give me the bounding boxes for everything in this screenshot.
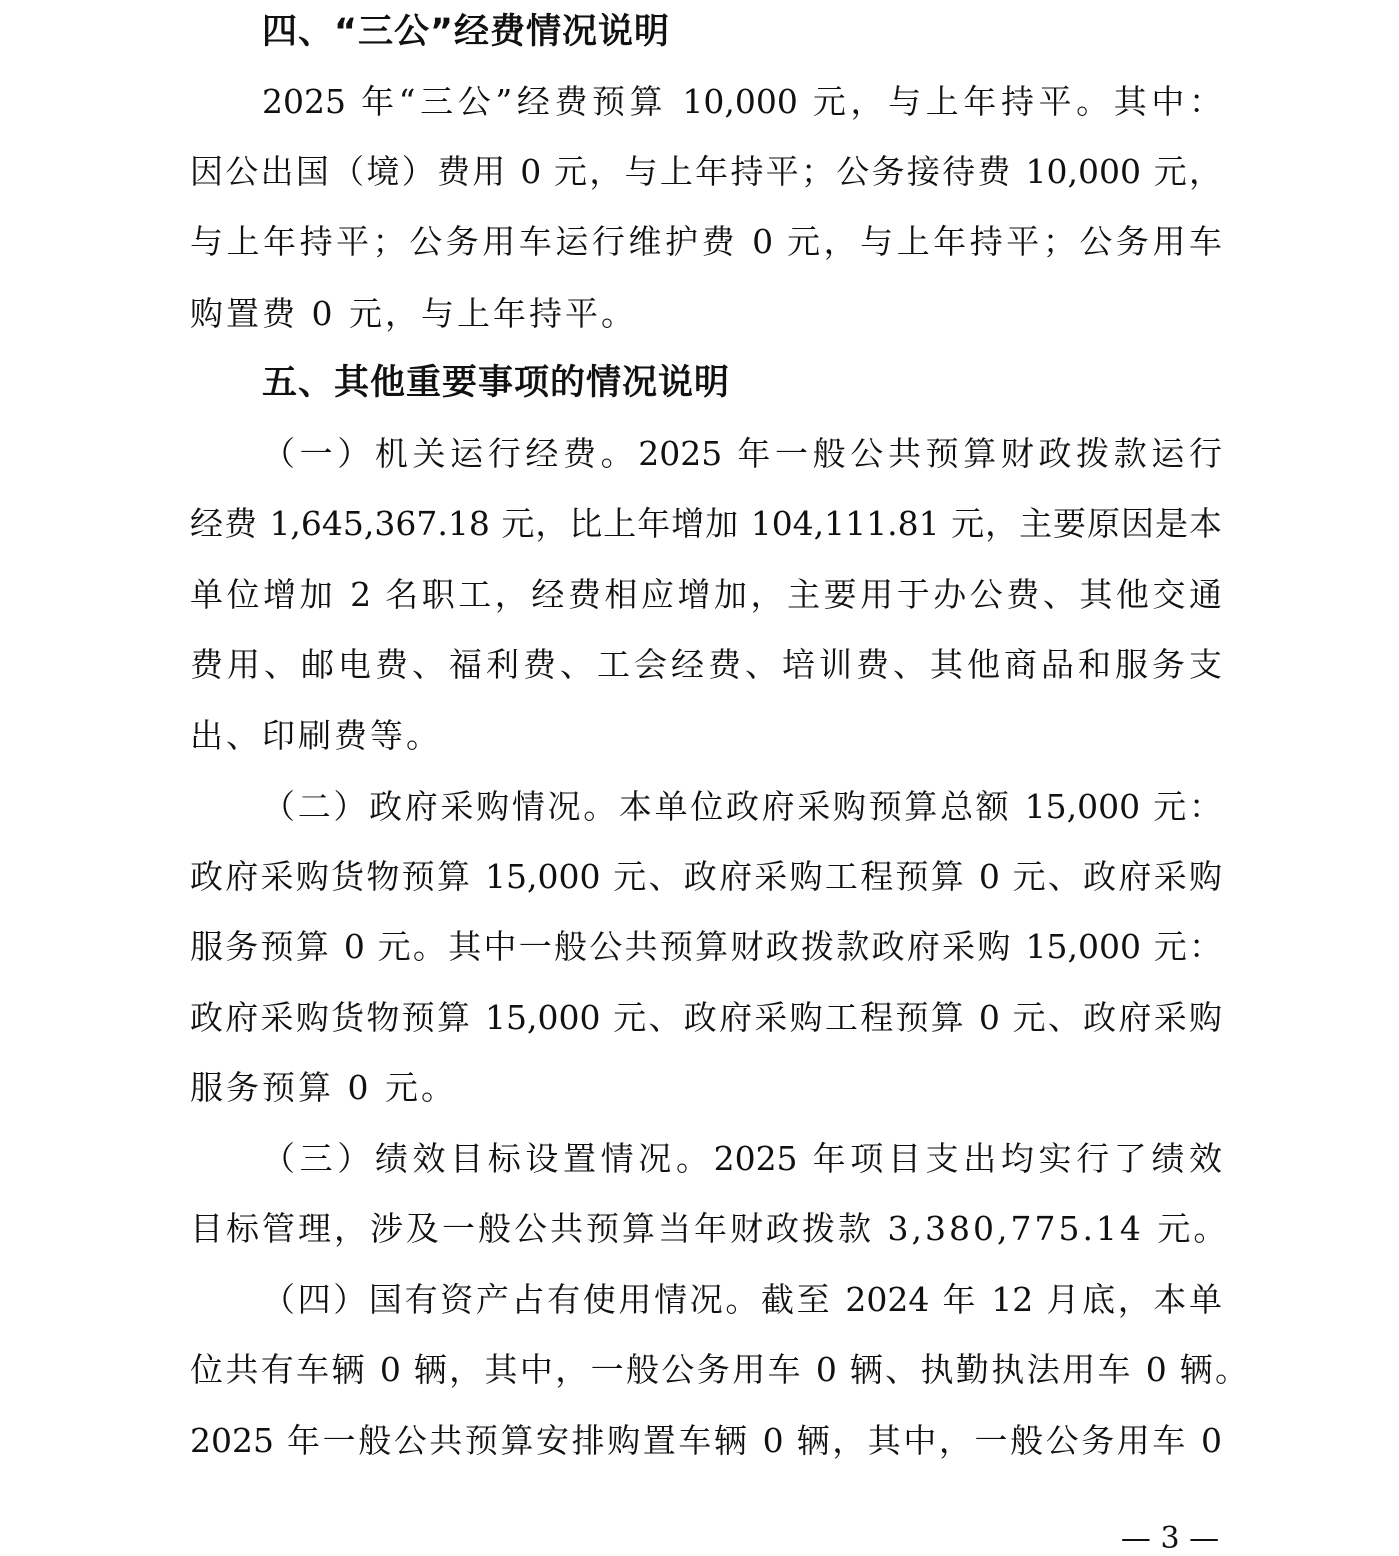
item-1-line-3: 单位增加 2 名职工，经费相应增加，主要用于办公费、其他交通 <box>190 575 1222 614</box>
section-4-line-3: 与上年持平；公务用车运行维护费 0 元，与上年持平；公务用车 <box>190 222 1222 261</box>
item-2-line-3: 服务预算 0 元。其中一般公共预算财政拨款政府采购 15,000 元： <box>190 927 1222 966</box>
item-1-line-1: （一）机关运行经费。2025 年一般公共预算财政拨款运行 <box>262 434 1222 473</box>
item-1-line-2: 经费 1,645,367.18 元，比上年增加 104,111.81 元，主要原因是本 <box>190 504 1222 543</box>
page-number: — 3 — <box>1120 1521 1220 1556</box>
item-2-line-2: 政府采购货物预算 15,000 元、政府采购工程预算 0 元、政府采购 <box>190 857 1222 896</box>
item-1-line-5: 出、印刷费等。 <box>190 716 442 755</box>
item-4-line-2: 位共有车辆 0 辆，其中，一般公务用车 0 辆、执勤执法用车 0 辆。 <box>190 1350 1248 1389</box>
section-4-line-2: 因公出国（境）费用 0 元，与上年持平；公务接待费 10,000 元， <box>190 152 1222 191</box>
item-3-line-2: 目标管理，涉及一般公共预算当年财政拨款 3,380,775.14 元。 <box>190 1209 1230 1248</box>
section-4-line-4: 购置费 0 元，与上年持平。 <box>190 294 637 333</box>
item-2-line-5: 服务预算 0 元。 <box>190 1068 457 1107</box>
section-4-line-1: 2025 年“三公”经费预算 10,000 元，与上年持平。其中： <box>262 82 1222 121</box>
item-2-line-1: （二）政府采购情况。本单位政府采购预算总额 15,000 元： <box>262 787 1222 826</box>
item-4-line-1: （四）国有资产占有使用情况。截至 2024 年 12 月底，本单 <box>262 1280 1222 1319</box>
item-4-line-3: 2025 年一般公共预算安排购置车辆 0 辆，其中，一般公务用车 0 <box>190 1421 1222 1460</box>
section-4-heading: 四、“三公”经费情况说明 <box>262 12 671 52</box>
item-2-line-4: 政府采购货物预算 15,000 元、政府采购工程预算 0 元、政府采购 <box>190 998 1222 1037</box>
section-5-heading: 五、其他重要事项的情况说明 <box>262 363 731 403</box>
item-3-line-1: （三）绩效目标设置情况。2025 年项目支出均实行了绩效 <box>262 1139 1222 1178</box>
item-1-line-4: 费用、邮电费、福利费、工会经费、培训费、其他商品和服务支 <box>190 645 1222 684</box>
